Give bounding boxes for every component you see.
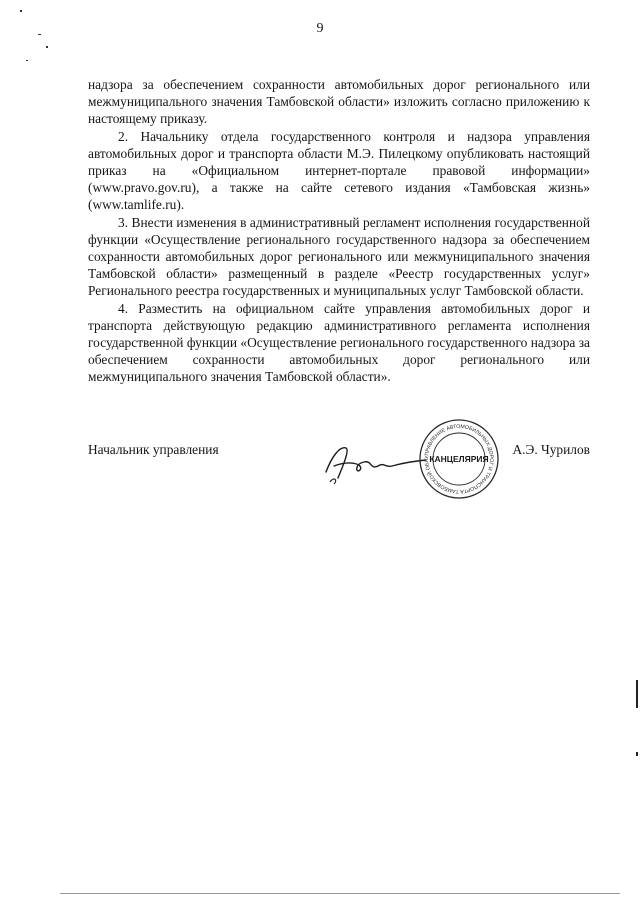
official-stamp xyxy=(418,418,500,500)
scan-speck xyxy=(20,10,22,12)
signature-block xyxy=(88,418,590,498)
paragraph-3: 3. Внести изменения в административный регламент исполнения государственной функции «Осуществление регионального государственного надзора за обеспечением сохранности автомобильных дорог регионального или межмуниципального значения Тамбовской области» размещенный в разделе «Реестр государственных услуг» Регионального реестра государственных и муниципальных услуг Тамбовской области. xyxy=(88,214,590,299)
scan-edge-mark xyxy=(636,680,638,708)
scan-speck xyxy=(26,60,28,61)
document-body xyxy=(88,76,590,386)
scan-speck xyxy=(38,34,41,35)
scan-speck xyxy=(46,46,48,48)
stamp-center-text: КАНЦЕЛЯРИЯ xyxy=(429,454,489,464)
scan-edge-line xyxy=(60,893,620,894)
signer-name: А.Э. Чурилов xyxy=(512,442,590,457)
page-number: 9 xyxy=(316,21,324,36)
scan-edge-mark xyxy=(636,752,638,756)
signer-title: Начальник управления xyxy=(88,442,219,457)
paragraph-4: 4. Разместить на официальном сайте управления автомобильных дорог и транспорта действующую редакцию административного регламента исполнения государственной функции «Осуществление регионального государственного надзора за обеспечением сохранности автомобильных дорог регионального или межмуниципального значения Тамбовской области». xyxy=(88,300,590,385)
paragraph-1-continuation: надзора за обеспечением сохранности автомобильных дорог регионального или межмуниципального значения Тамбовской области» изложить согласно приложению к настоящему приказу. xyxy=(88,77,590,127)
paragraph-2: 2. Начальнику отдела государственного контроля и надзора управления автомобильных дорог и транспорта области М.Э. Пилецкому опубликовать настоящий приказ на «Официальном интернет-портале правовой информации» (www.pravo.gov.ru), а также на сайте сетевого издания «Тамбовская жизнь» (www.tamlife.ru). xyxy=(88,128,590,213)
stamp-ring-text: УПРАВЛЕНИЕ АВТОМОБИЛЬНЫХ ДОРОГ И ТРАНСПОРТА ТАМБОВСКОЙ ОБЛ xyxy=(423,423,495,495)
handwritten-signature xyxy=(320,438,430,488)
